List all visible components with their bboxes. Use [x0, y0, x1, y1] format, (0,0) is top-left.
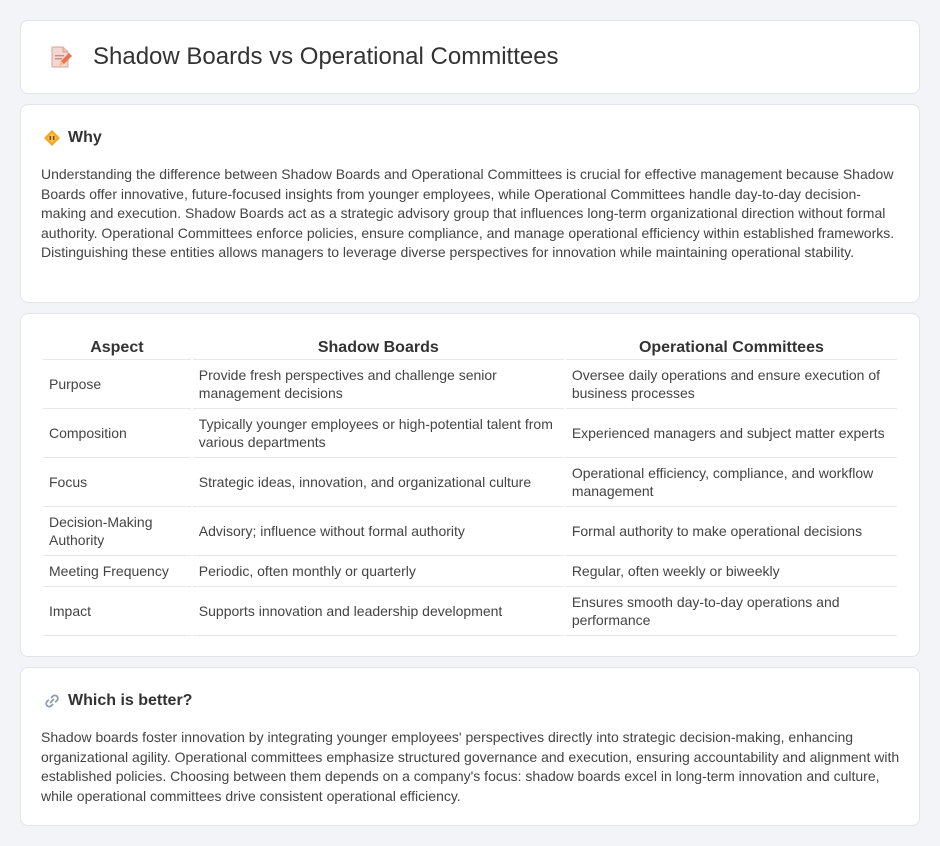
table-row [43, 587, 897, 636]
link-icon [43, 692, 61, 710]
cell-shadow-boards: Strategic ideas, innovation, and organizational culture [193, 458, 564, 507]
comparison-table-card [20, 313, 920, 657]
cell-aspect: Focus [43, 458, 191, 507]
cell-operational-committees: Oversee daily operations and ensure execution of business processes [566, 360, 897, 409]
which-is-better-body: Shadow boards foster innovation by integrating younger employees' perspectives directly into strategic decision-making, enhancing organizational agility. Operational committees emphasize structured governance and execution, ensuring accountability and alignment with established policies. Choosing between them depends on a company's focus: shadow boards excel in long-term innovation and culture, while operational committees drive consistent operational efficiency. [41, 729, 900, 804]
cell-operational-committees: Regular, often weekly or biweekly [566, 556, 897, 587]
which-is-better-title: Which is better? [68, 692, 193, 709]
why-title: Why [68, 129, 102, 146]
why-section [20, 104, 920, 303]
table-header-row [43, 336, 897, 360]
cell-aspect: Purpose [43, 360, 191, 409]
table-row [43, 556, 897, 587]
cell-shadow-boards: Typically younger employees or high-potential talent from various departments [193, 409, 564, 458]
header-aspect: Aspect [43, 336, 191, 360]
cell-aspect: Impact [43, 587, 191, 636]
table-row [43, 507, 897, 556]
table-row [43, 360, 897, 409]
header-card [20, 20, 920, 94]
diamond-icon [43, 129, 61, 147]
which-is-better-section [20, 667, 920, 826]
header-operational-committees: Operational Committees [566, 336, 897, 360]
cell-operational-committees: Ensures smooth day-to-day operations and performance [566, 587, 897, 636]
cell-shadow-boards: Advisory; influence without formal authority [193, 507, 564, 556]
cell-aspect: Composition [43, 409, 191, 458]
cell-operational-committees: Experienced managers and subject matter experts [566, 409, 897, 458]
cell-operational-committees: Operational efficiency, compliance, and workflow management [566, 458, 897, 507]
cell-shadow-boards: Periodic, often monthly or quarterly [193, 556, 564, 587]
why-body: Understanding the difference between Shadow Boards and Operational Committees is crucial for effective management because Shadow Boards offer innovative, future-focused insights from younger employees, while Operational Committees handle day-to-day decision-making and execution. Shadow Boards act as a strategic advisory group that influences long-term organizational direction without formal authority. Operational Committees enforce policies, ensure compliance, and manage operational efficiency within established frameworks. Distinguishing these entities allows managers to leverage diverse perspectives for innovation while maintaining operational stability. [41, 166, 895, 261]
cell-aspect: Decision-Making Authority [43, 507, 191, 556]
cell-shadow-boards: Provide fresh perspectives and challenge senior management decisions [193, 360, 564, 409]
cell-aspect: Meeting Frequency [43, 556, 191, 587]
comparison-table [41, 336, 899, 636]
cell-operational-committees: Formal authority to make operational decisions [566, 507, 897, 556]
table-row [43, 458, 897, 507]
header-shadow-boards: Shadow Boards [193, 336, 564, 360]
cell-shadow-boards: Supports innovation and leadership development [193, 587, 564, 636]
page-title: Shadow Boards vs Operational Committees [93, 43, 559, 70]
document-pencil-icon [47, 44, 73, 70]
table-row [43, 409, 897, 458]
